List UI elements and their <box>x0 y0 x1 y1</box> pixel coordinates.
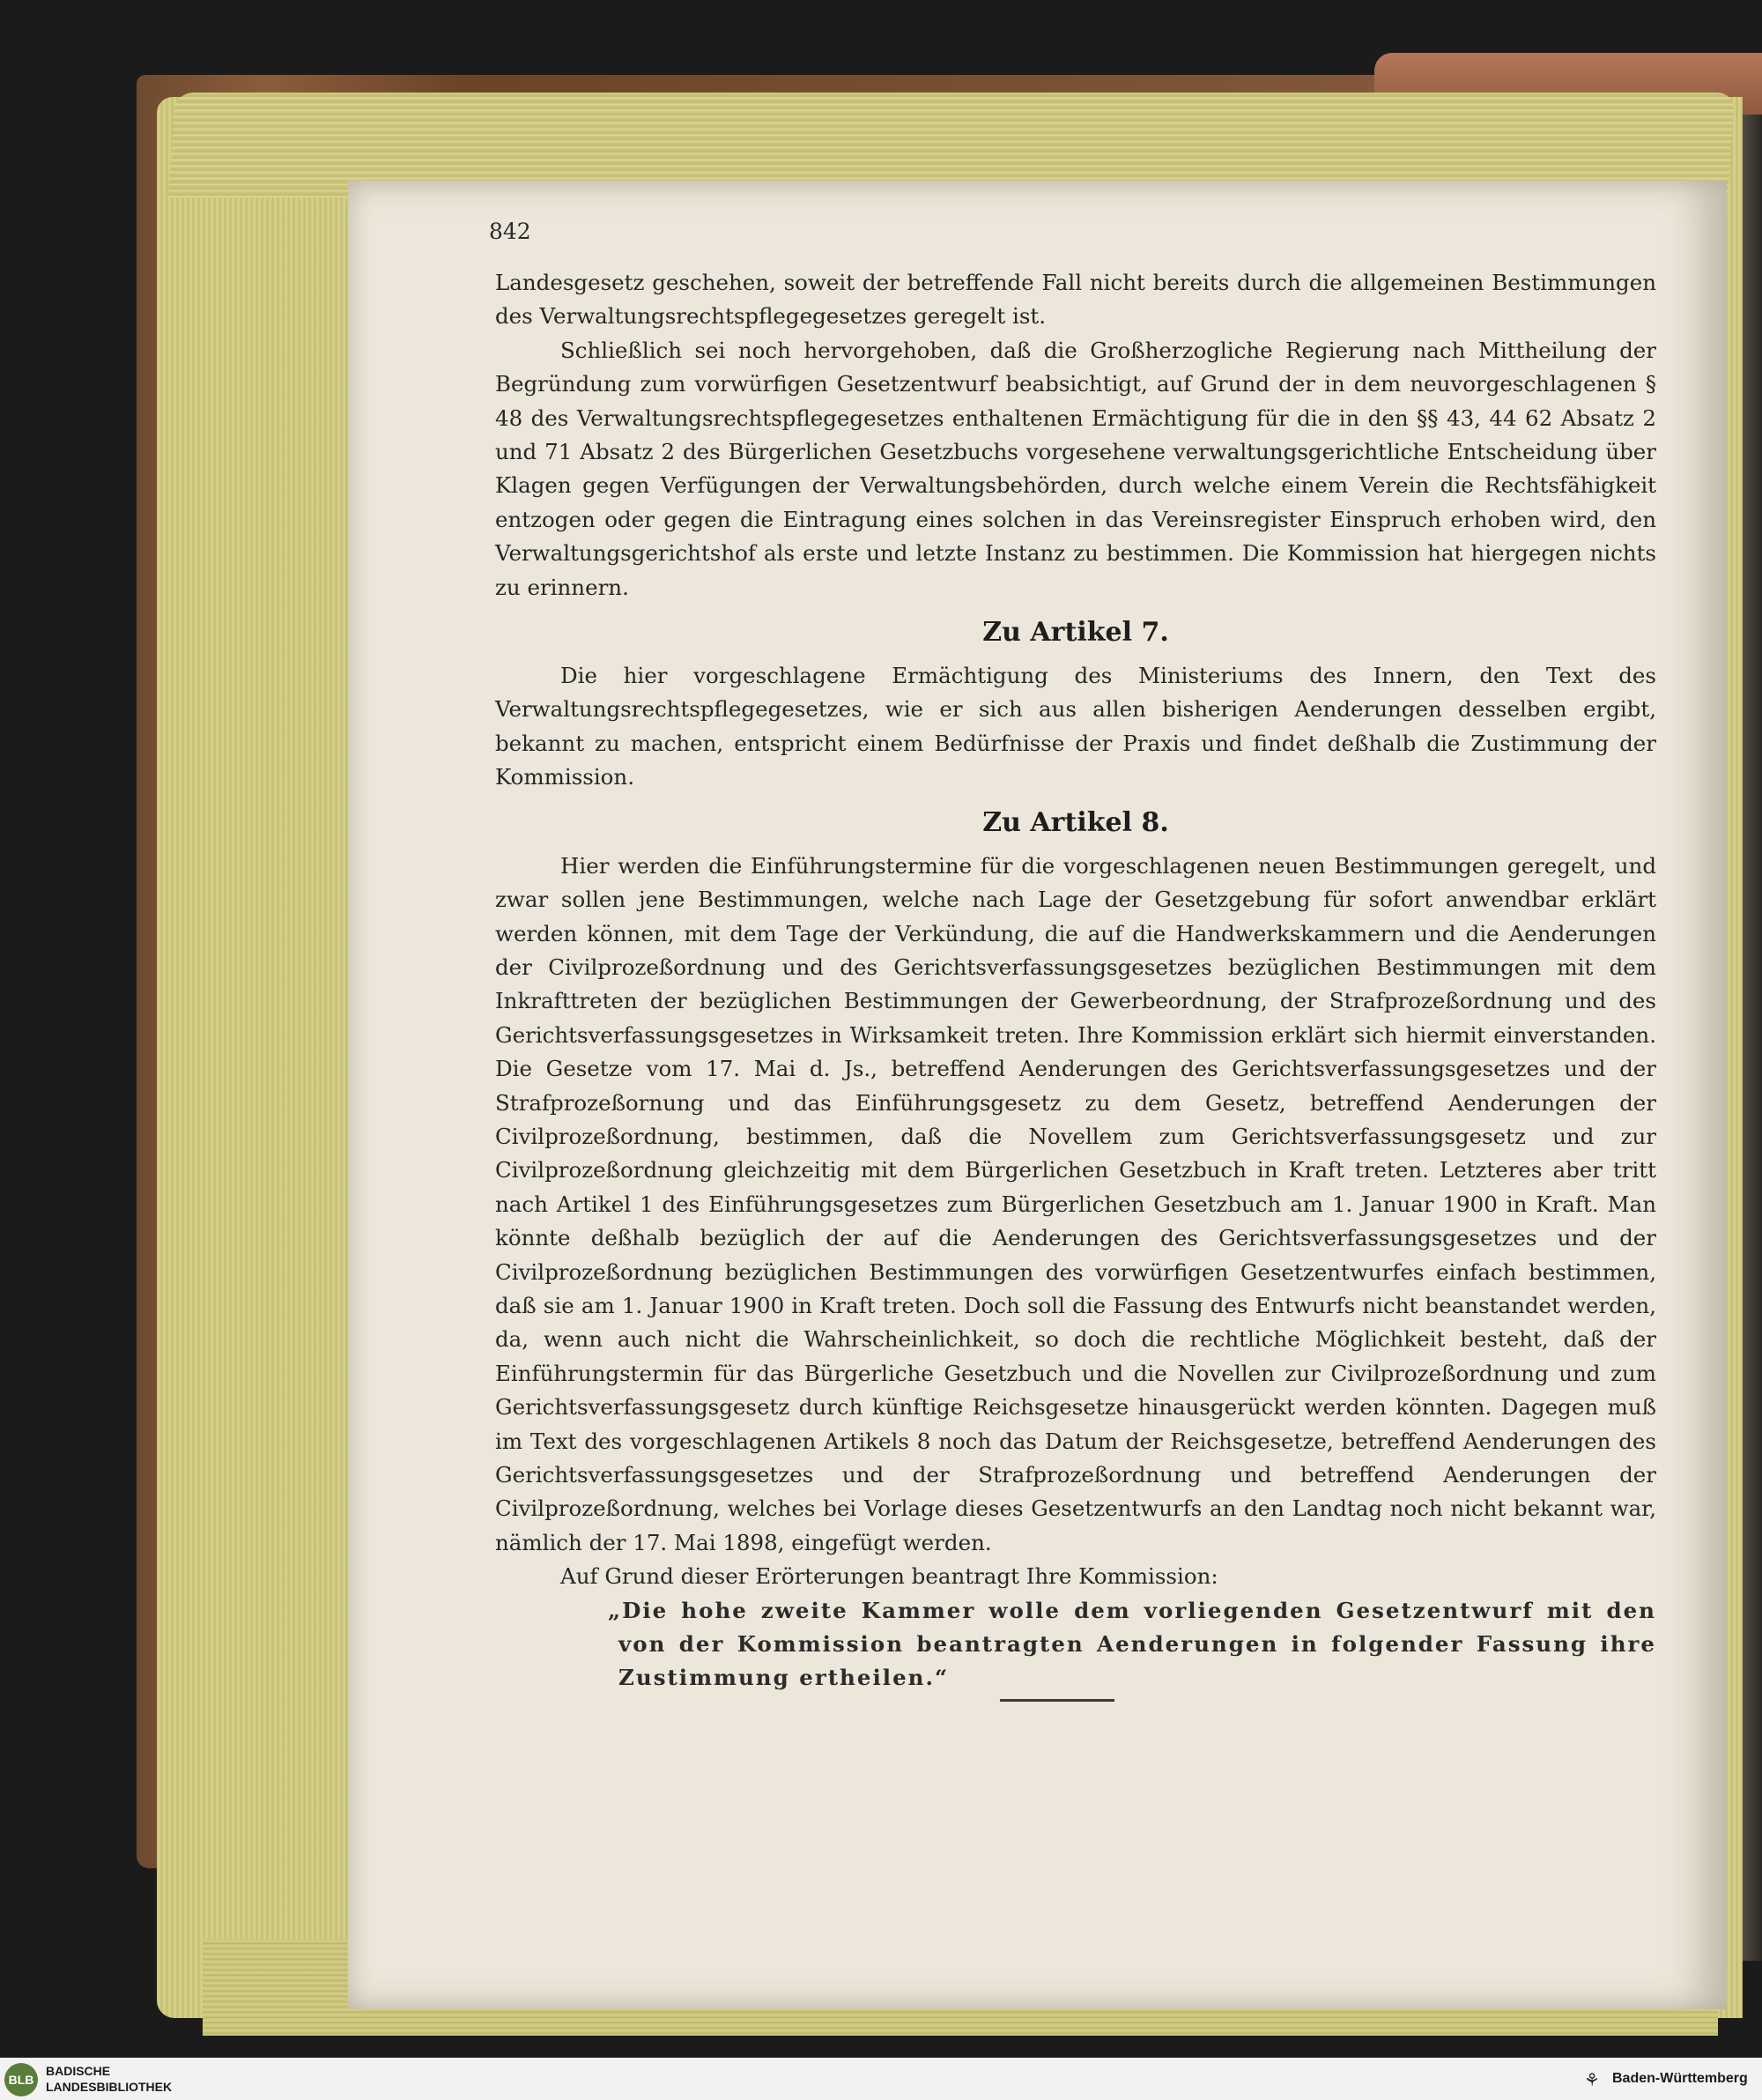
section-heading: Zu Artikel 8. <box>982 806 1169 838</box>
page-number: 842 <box>489 219 531 244</box>
motion-quote: „Die hohe zweite Kammer wolle dem vorliegenden Gesetzentwurf mit den von der Kommission beantragten Aenderungen in folgender Fassung ihre Zustimmung ertheilen.“ <box>608 1597 1656 1691</box>
library-name-line1: BADISCHE <box>46 2064 111 2078</box>
library-name-line2: LANDESBIBLIOTHEK <box>46 2080 173 2094</box>
footer-bar <box>0 2058 1762 2100</box>
coat-of-arms-icon[interactable]: ⚘ <box>1584 2070 1600 2090</box>
paragraph: Schließlich sei noch hervorgehoben, daß die Großherzogliche Regierung nach Mittheilung der Begründung zum vorwürfigen Gesetzentwurf beabsichtigt, auf Grund der in dem neuvorgeschlagenen § 48 des Verwaltungsrechtspflegegesetzes enthaltenen Ermächtigung für die in den §§ 43, 44 62 Absatz 2 und 71 Absatz 2 des Bürgerlichen Gesetzbuchs vorgesehene verwaltungsgerichtliche Entscheidung über Klagen gegen Verfügungen der Verwaltungsbehörden, durch welche einem Verein die Rechtsfähigkeit entzogen oder gegen die Eintragung eines solchen in das Vereinsregister Einspruch erhoben wird, den Verwaltungsgerichtshof als erste und letzte Instanz zu bestimmen. Die Kommission hat hiergegen nichts zu erinnern. <box>495 337 1656 600</box>
section-heading: Zu Artikel 7. <box>982 617 1169 649</box>
section-divider <box>1000 1699 1114 1702</box>
blb-logo-icon[interactable]: BLB <box>4 2063 38 2096</box>
paragraph: Auf Grund dieser Erörterungen beantragt Ihre Kommission: <box>560 1563 1218 1590</box>
paragraph: Hier werden die Einführungstermine für die vorgeschlagenen neuen Bestimmungen geregelt, und zwar sollen jene Bestimmungen, welche nach Lage der Gesetzgebung für sofort anwendbar erklärt werden können, mit dem Tage der Verkündung, die auf die Handwerkskammern und die Aenderungen der Civilprozeßordnung und des Gerichtsverfassungsgesetzes bezüglichen Bestimmungen mit dem Inkrafttreten der bezüglichen Bestimmungen der Gewerbeordnung, der Strafprozeßordnung und des Gerichtsverfassungsgesetzes in Wirksamkeit treten. Ihre Kommission erklärt sich hiermit einverstanden. Die Gesetze vom 17. Mai d. Js., betreffend Aenderungen des Gerichtsverfassungsgesetzes und der Strafprozeßornung und das Einführungsgesetz zu dem Gesetz, betreffend Aenderungen der Civilprozeßordnung, bestimmen, daß die Novellem zum Gerichtsverfassungsgesetz und zur Civilprozeßordnung gleichzeitig mit dem Bürgerlichen Gesetzbuch in Kraft treten. Letzteres aber tritt nach Artikel 1 des Einführungsgesetzes zum Bürgerlichen Gesetzbuch am 1. Januar 1900 in Kraft. Man könnte deßhalb bezüglich der auf die Aenderungen des Gerichtsverfassungsgesetzes und der Civilprozeßordnung bezüglichen Bestimmungen des vorwürfigen Gesetzentwurfes einfach bestimmen, daß sie am 1. Januar 1900 in Kraft treten. Doch soll die Fassung des Entwurfs nicht beanstandet werden, da, wenn auch nicht die Wahrscheinlichkeit, so doch die rechtliche Möglichkeit besteht, daß der Einführungstermin für das Bürgerliche Gesetzbuch und die Novellen zur Civilprozeßordnung und zum Gerichtsverfassungsgesetz durch künftige Reichsgesetze hinausgerückt werden könnten. Dagegen muß im Text des vorgeschlagenen Artikels 8 noch das Datum der Reichsgesetze, betreffend Aenderungen des Gerichtsverfassungsgesetzes und der Strafprozeßordnung und betreffend Aenderungen der Civilprozeßordnung, welches bei Vorlage dieses Gesetzentwurfs an den Landtag noch nicht bekannt war, nämlich der 17. Mai 1898, eingefügt werden. <box>495 852 1656 1555</box>
library-name <box>46 2063 172 2095</box>
state-name[interactable]: Baden-Württemberg <box>1612 2071 1748 2086</box>
paragraph: Landesgesetz geschehen, soweit der betreffende Fall nicht bereits durch die allgemeinen Bestimmungen des Verwaltungsrechtspflegegesetzes geregelt ist. <box>495 270 1656 330</box>
paragraph: Die hier vorgeschlagene Ermächtigung des Ministeriums des Innern, den Text des Verwaltungsrechtspflegegesetzes, wie er sich aus allen bisherigen Aenderungen desselben ergibt, bekannt zu machen, entspricht einem Bedürfnisse der Praxis und findet deßhalb die Zustimmung der Kommission. <box>495 663 1656 790</box>
page-text <box>495 266 1656 1696</box>
